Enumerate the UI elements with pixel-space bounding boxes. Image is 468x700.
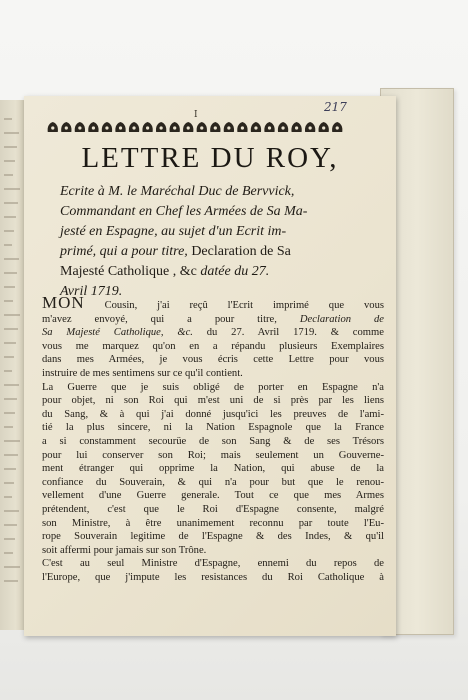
body-segment: prétendent, c'est que le Roi d'Espagne consente, malgré <box>42 503 384 515</box>
subtitle-segment: Ecrite à M. le Maréchal Duc de Bervvick, <box>60 184 295 199</box>
fleuron-icon <box>102 122 112 132</box>
body-line <box>42 408 384 422</box>
body-segment: Cousin, j'ai reçû l'Ecrit imprimé que vous <box>84 300 384 311</box>
body-segment: du Sang, & à qui j'ai donné jusqu'ici les preuves de l'ami- <box>42 408 384 420</box>
fleuron-icon <box>237 122 247 132</box>
body-segment: son Ministre, à être unanimement reconnu par toute l'Eu- <box>42 517 384 529</box>
body-segment: pour lui conserver son Roi; mais seulement un Gouverne- <box>42 449 384 461</box>
edge-text-stroke <box>4 538 15 540</box>
body-segment: l'Europe, que j'impute les resistances du Roi Catholique à <box>42 571 384 583</box>
edge-text-stroke <box>4 272 17 274</box>
edge-text-stroke <box>4 496 12 498</box>
drop-cap: MON <box>42 293 85 312</box>
fleuron-icon <box>278 122 288 132</box>
fleuron-icon <box>224 122 234 132</box>
body-line <box>42 476 384 490</box>
document-page <box>24 96 396 636</box>
body-line <box>42 544 384 558</box>
page-title: LETTRE DU ROY, <box>81 142 339 174</box>
edge-text-stroke <box>4 356 14 358</box>
edge-text-stroke <box>4 440 20 442</box>
subtitle-segment: primé, qui a pour titre, <box>60 244 192 259</box>
edge-text-stroke <box>4 552 13 554</box>
ornament-band <box>46 120 344 134</box>
folio-number: I <box>194 110 198 120</box>
body-segment: m'avez envoyé, qui a pour titre, <box>42 313 300 325</box>
subtitle-line <box>60 242 380 262</box>
subtitle-line <box>60 202 380 222</box>
body-line <box>42 421 384 435</box>
edge-text-stroke <box>4 370 12 372</box>
fleuron-icon <box>305 122 315 132</box>
body-line <box>42 367 384 381</box>
fleuron-icon <box>129 122 139 132</box>
edge-text-stroke <box>4 300 13 302</box>
edge-text-stroke <box>4 580 18 582</box>
body-segment: dans mes Armées, je vous écris cette Lettre pour vous <box>42 354 384 366</box>
subtitle-segment: &c <box>179 264 201 279</box>
body-segment: a si constamment secourüe de son Sang & de ses Trésors <box>42 435 384 447</box>
edge-text-stroke <box>4 524 17 526</box>
body-segment: confiance du Souverain, & qui n'a pour but que le renou- <box>42 476 384 488</box>
edge-text-stroke <box>4 258 19 260</box>
edge-text-stroke <box>4 244 12 246</box>
fleuron-icon <box>197 122 207 132</box>
subtitle-line <box>60 222 380 242</box>
edge-text-stroke <box>4 118 12 120</box>
body-line <box>42 381 384 395</box>
body-segment: soit affermi pour jamais sur son Trône. <box>42 544 207 556</box>
body-line <box>42 517 384 531</box>
edge-text-stroke <box>4 160 15 162</box>
edge-text-stroke <box>4 174 13 176</box>
edge-text-stroke <box>4 202 18 204</box>
body-line <box>42 394 384 408</box>
body-segment: instruire de mes sentimens sur ce qu'il contient. <box>42 367 243 379</box>
body-line <box>42 503 384 517</box>
edge-text-stroke <box>4 342 16 344</box>
edge-text-stroke <box>4 482 14 484</box>
edge-text-stroke <box>4 384 19 386</box>
body-line <box>42 462 384 476</box>
subtitle-segment: datée du 27. <box>200 264 270 279</box>
fleuron-icon <box>61 122 71 132</box>
fleuron-icon <box>115 122 125 132</box>
body-segment: Declaration de <box>299 313 384 325</box>
manuscript-number: 217 <box>324 100 347 114</box>
subtitle-segment: Commandant en Chef les Armées de Sa Ma- <box>60 204 308 219</box>
edge-text-stroke <box>4 412 15 414</box>
body-line <box>42 435 384 449</box>
subtitle-segment: jesté en Espagne, au sujet d'un Ecrit im- <box>60 224 287 239</box>
fleuron-icon <box>319 122 329 132</box>
subtitle <box>60 182 380 302</box>
fleuron-icon <box>251 122 261 132</box>
body-line <box>42 326 384 340</box>
fleuron-icon <box>142 122 152 132</box>
body-segment: La Guerre que je suis obligé de porter en Espagne n'a <box>42 381 384 393</box>
body-line <box>42 313 384 327</box>
edge-text-stroke <box>4 426 13 428</box>
edge-text-stroke <box>4 230 14 232</box>
body-line <box>42 530 384 544</box>
body-text <box>42 293 384 584</box>
edge-text-stroke <box>4 188 20 190</box>
fleuron-icon <box>332 122 342 132</box>
edge-text-stroke <box>4 286 15 288</box>
fleuron-icon <box>156 122 166 132</box>
fleuron-icon <box>88 122 98 132</box>
fleuron-icon <box>291 122 301 132</box>
fleuron-icon <box>210 122 220 132</box>
body-line <box>42 489 384 503</box>
subtitle-segment: Declaration de Sa <box>191 244 291 259</box>
subtitle-segment: Majesté Catholique , <box>60 264 180 279</box>
edge-text-stroke <box>4 314 20 316</box>
edge-text-stroke <box>4 454 18 456</box>
edge-text-stroke <box>4 468 16 470</box>
body-line <box>42 557 384 571</box>
body-segment: pour objet, ni son Roi qui m'est uni de si près par les liens <box>42 395 384 407</box>
body-segment: vellement d'une Guerre generale. Tout ce que mes Armes <box>42 490 384 502</box>
edge-text-stroke <box>4 328 18 330</box>
subtitle-segment: Avril 1719. <box>60 284 123 299</box>
body-segment: vous me marquez qu'on en a répandu plusieurs Exemplaires <box>42 340 384 352</box>
body-line <box>42 340 384 354</box>
edge-text-stroke <box>4 216 16 218</box>
subtitle-line <box>60 182 380 202</box>
left-page-edge <box>0 100 27 630</box>
body-line <box>42 293 384 313</box>
body-line <box>42 353 384 367</box>
fleuron-icon <box>183 122 193 132</box>
body-segment: rope Souverain legitime de l'Espagne & des Indes, & qu'il <box>42 531 384 543</box>
body-segment: ment étranger qui opprime la Nation, qui abuse de la <box>42 463 384 475</box>
subtitle-line <box>60 262 380 282</box>
edge-text-stroke <box>4 398 17 400</box>
fleuron-icon <box>264 122 274 132</box>
body-line <box>42 449 384 463</box>
body-segment: Sa Majesté Catholique, &c. <box>42 327 193 339</box>
fleuron-icon <box>170 122 180 132</box>
edge-text-stroke <box>4 132 19 134</box>
body-segment: C'est au seul Ministre d'Espagne, ennemi du repos de <box>42 558 384 570</box>
edge-text-stroke <box>4 566 20 568</box>
body-line <box>42 571 384 585</box>
edge-text-stroke <box>4 510 19 512</box>
edge-text-stroke <box>4 146 17 148</box>
fleuron-icon <box>75 122 85 132</box>
fleuron-icon <box>48 122 58 132</box>
body-segment: tié la plus sincere, ni la Nation Espagnole que la France <box>42 422 384 434</box>
body-segment: du 27. Avril 1719. & comme <box>192 327 384 339</box>
